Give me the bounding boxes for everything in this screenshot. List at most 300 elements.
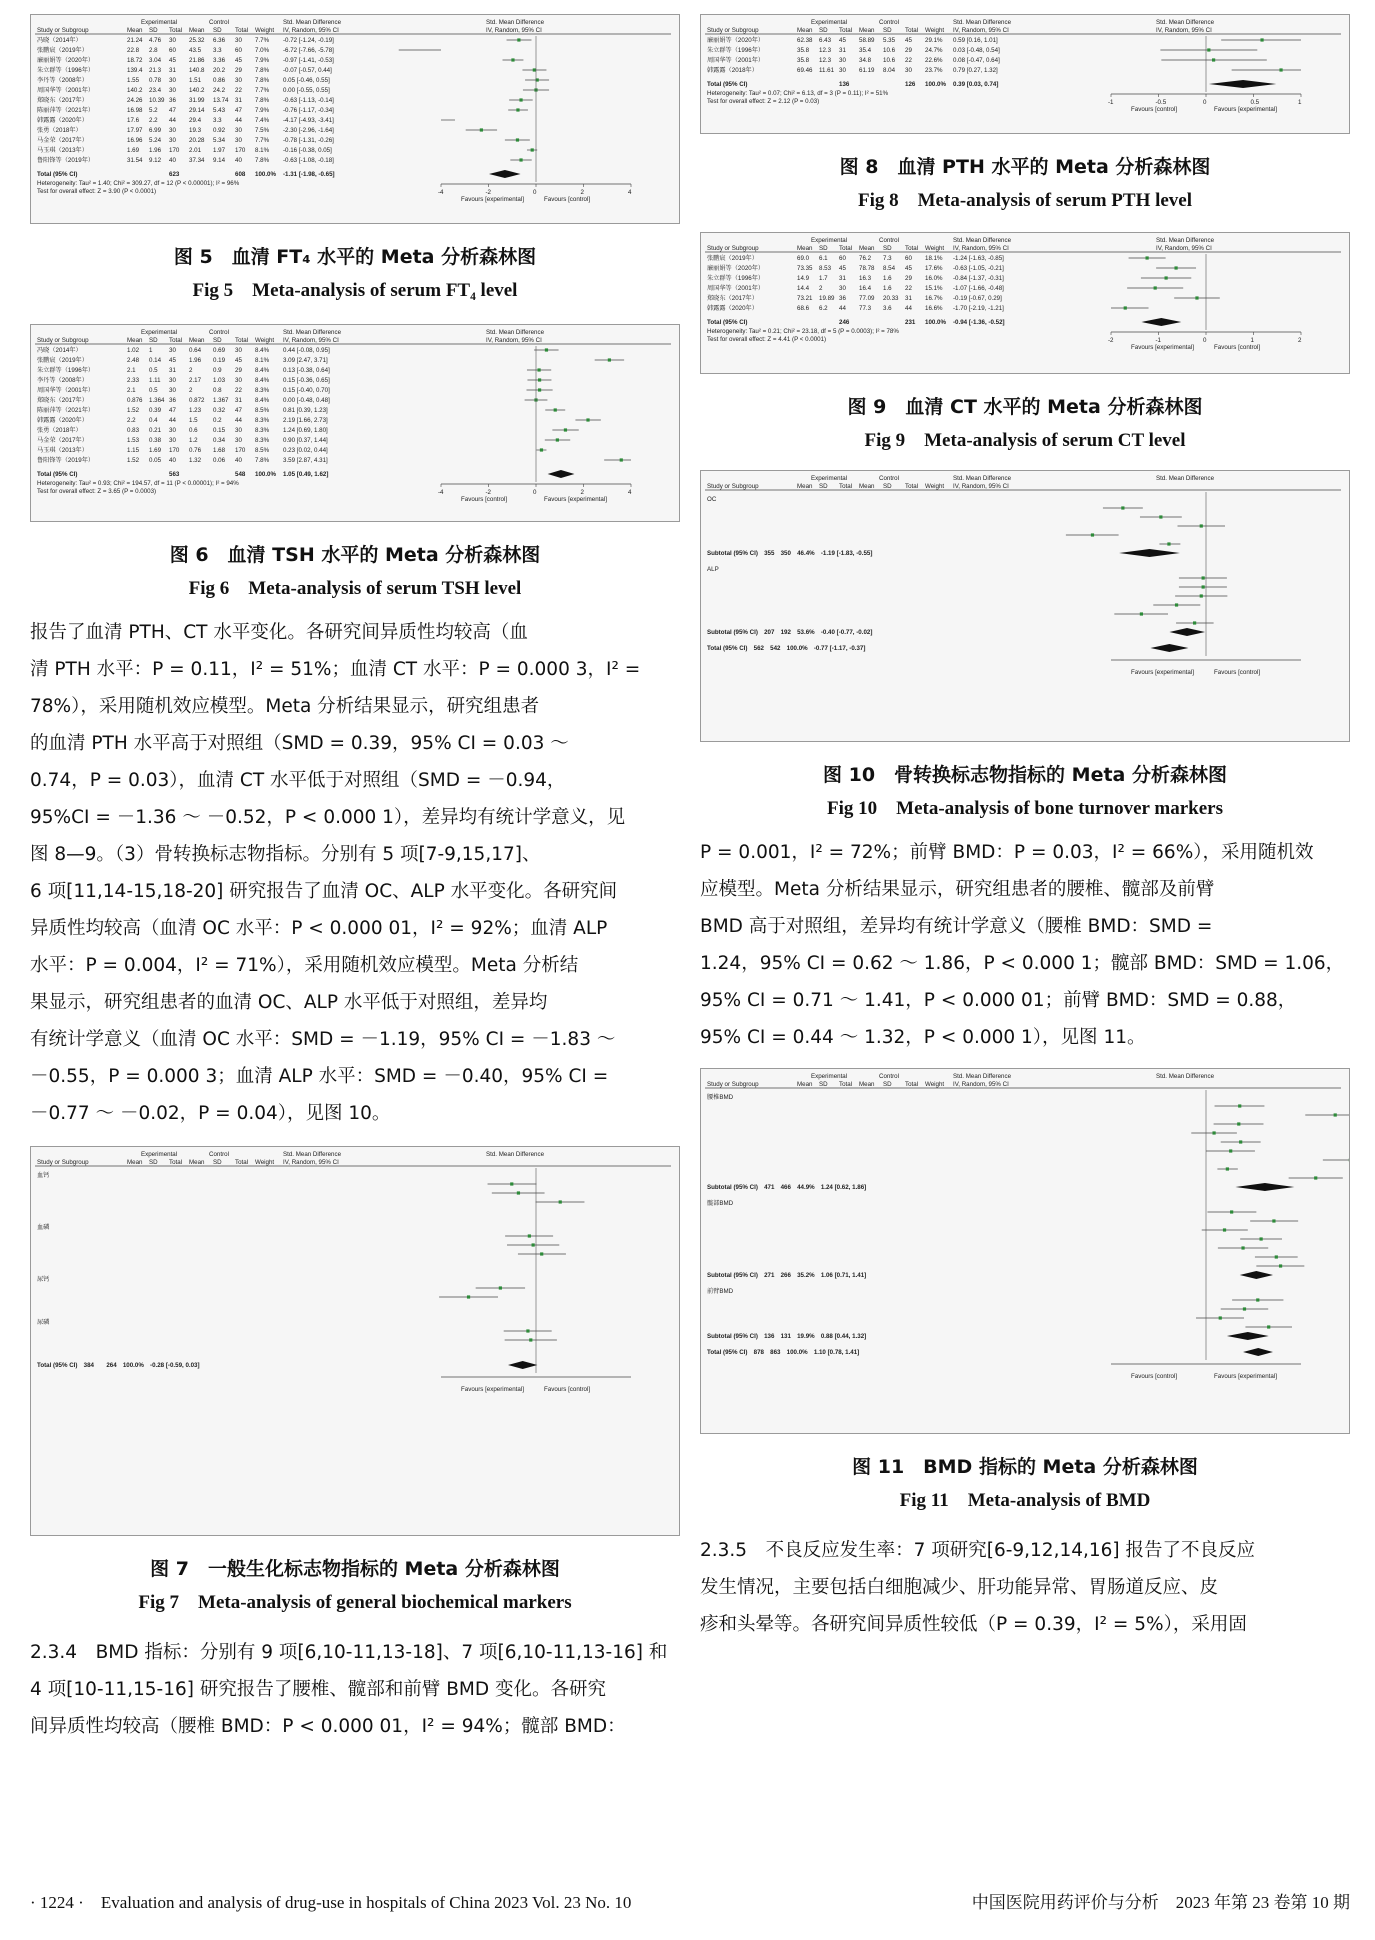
header-col: Total (235, 1159, 249, 1166)
table-cell: 14.9 (797, 275, 810, 282)
header-col: Mean (859, 483, 875, 490)
table-cell: 1.96 (189, 357, 202, 364)
favours-left: Favours [experimental] (461, 196, 524, 203)
table-cell: 廉丽娟等（2020年） (707, 265, 765, 272)
table-cell: 冯晓（2014年） (37, 37, 82, 44)
header-col: SD (883, 27, 892, 34)
header-col: IV, Random, 95% CI (1156, 27, 1212, 34)
point-estimate (1226, 1167, 1229, 1170)
table-cell: 7.0% (255, 47, 270, 54)
total-cell: 100.0% (255, 171, 276, 178)
point-estimate (538, 388, 541, 391)
table-cell: 1.02 (127, 347, 140, 354)
table-cell: 77.3 (859, 305, 872, 312)
table-cell: 30 (169, 127, 176, 134)
header-col: Total (169, 27, 183, 34)
table-cell: 37.34 (189, 157, 205, 164)
table-cell: 7.8% (255, 157, 270, 164)
table-cell: 30 (169, 387, 176, 394)
table-cell: 30 (169, 87, 176, 94)
table-cell: 31.99 (189, 97, 205, 104)
header-smd: Std. Mean Difference (283, 329, 342, 336)
text-line: 2.3.5 不良反应发生率：7 项研究[6-9,12,14,16] 报告了不良反应 (700, 1540, 1256, 1561)
table-cell: 1.15 (127, 447, 140, 454)
table-cell: 0.6 (189, 427, 198, 434)
table-cell: 1 (149, 347, 153, 354)
total-text: Total (95% CI) 562 542 100.0% -0.77 [-1.17, -0.37] (707, 645, 866, 652)
favours-right: Favours [experimental] (1214, 1373, 1277, 1380)
table-cell: 马玉琪（2013年） (37, 147, 88, 154)
point-estimate (1212, 58, 1215, 61)
table-cell: 78.78 (859, 265, 875, 272)
favours-left: Favours [experimental] (1131, 344, 1194, 351)
header-control: Control (209, 1151, 229, 1158)
point-estimate (480, 128, 483, 131)
table-cell: 21.3 (149, 67, 162, 74)
table-cell: 140.8 (189, 67, 205, 74)
header-col: Mean (797, 245, 813, 252)
table-cell: 韩露露（2020年） (707, 305, 758, 312)
table-cell: 0.78 (149, 77, 162, 84)
header-col: SD (819, 1081, 828, 1088)
table-cell: 1.23 (189, 407, 202, 414)
table-cell: 31 (235, 97, 242, 104)
table-cell: 1.03 (213, 377, 226, 384)
pooled-diamond (1209, 80, 1276, 88)
table-cell: 7.7% (255, 137, 270, 144)
table-cell: 0.03 [-0.48, 0.54] (953, 47, 1000, 54)
fig11-caption-zh: 图 11 BMD 指标的 Meta 分析森林图 (852, 1456, 1198, 1478)
table-cell: -0.76 [-1.17, -0.34] (283, 107, 334, 114)
text-line: 果显示，研究组患者的血清 OC、ALP 水平低于对照组，差异均 (30, 992, 548, 1013)
header-col: IV, Random, 95% CI (283, 337, 339, 344)
table-cell: 周国华等（2001年） (707, 57, 765, 64)
header-col: Mean (127, 1159, 143, 1166)
header-col: SD (149, 27, 158, 34)
text-line: 78%），采用随机效应模型。Meta 分析结果显示，研究组患者 (30, 696, 540, 717)
header-col: SD (149, 1159, 158, 1166)
table-cell: 0.59 [0.16, 1.01] (953, 37, 998, 44)
forest-plot-fig11-svg (701, 1069, 1349, 1433)
table-cell: -1.24 [-1.63, -0.85] (953, 255, 1004, 262)
header-col: Total (905, 483, 919, 490)
header-col: Study or Subgroup (707, 1081, 759, 1088)
table-cell: 170 (235, 147, 246, 154)
header-col: Total (905, 245, 919, 252)
table-cell: 22 (235, 387, 242, 394)
table-cell: 张勇（2018年） (37, 127, 82, 134)
table-cell: 8.3% (255, 387, 270, 394)
table-cell: 31 (169, 367, 176, 374)
subgroup-label: 髋部BMD (707, 1200, 734, 1207)
favours-left: Favours [control] (461, 496, 508, 503)
right-bottom-paragraph (700, 1532, 1350, 1643)
subgroup-label: 尿磷 (37, 1319, 50, 1326)
header-experimental: Experimental (811, 1073, 848, 1080)
table-cell: 170 (235, 447, 246, 454)
table-cell: 20.2 (213, 67, 226, 74)
header-col: Weight (925, 483, 945, 490)
header-col: Total (169, 1159, 183, 1166)
table-cell: 22 (905, 285, 912, 292)
table-cell: 0.21 (149, 427, 162, 434)
x-tick-label: 1 (1250, 337, 1254, 344)
subtotal-diamond (1119, 549, 1180, 557)
table-cell: 0.76 (189, 447, 202, 454)
table-cell: 30 (235, 347, 242, 354)
header-col: Mean (797, 27, 813, 34)
text-line: P = 0.001，I² = 72%；前臂 BMD：P = 0.03，I² = 66%），采用随机效 (700, 842, 1314, 863)
table-cell: 68.6 (797, 305, 810, 312)
header-col: SD (819, 245, 828, 252)
footer-right: 中国医院用药评价与分析 2023 年第 23 卷第 10 期 (971, 1893, 1350, 1912)
x-tick-label: 0.5 (1250, 99, 1260, 106)
point-estimate (1193, 621, 1196, 624)
table-cell: 8.1% (255, 357, 270, 364)
table-cell: 2.01 (189, 147, 202, 154)
table-cell: 36 (169, 397, 176, 404)
fig8-caption-en: Fig 8 Meta-analysis of serum PTH level (857, 190, 1193, 211)
header-col: IV, Random, 95% CI (953, 483, 1009, 490)
favours-left: Favours [control] (1131, 1373, 1178, 1380)
header-col: Total (839, 27, 853, 34)
header-col: Mean (859, 245, 875, 252)
x-tick-label: 2 (580, 189, 584, 196)
header-smd: Std. Mean Difference (953, 475, 1012, 482)
table-cell: -0.78 [-1.31, -0.26] (283, 137, 334, 144)
header-smd: Std. Mean Difference (953, 19, 1012, 26)
table-cell: 1.96 (149, 147, 162, 154)
header-control: Control (879, 1073, 899, 1080)
header-col: Study or Subgroup (37, 337, 89, 344)
table-cell: 1.51 (189, 77, 202, 84)
x-tick-label: 4 (628, 489, 632, 496)
table-cell: 1.52 (127, 407, 140, 414)
point-estimate (1195, 296, 1198, 299)
table-cell: 0.34 (213, 437, 226, 444)
text-line: 2.3.4 BMD 指标：分别有 9 项[6,10-11,13-18]、7 项[6,10-11,13-16] 和 (30, 1642, 668, 1663)
table-cell: 30 (169, 37, 176, 44)
x-tick-label: -1 (1108, 99, 1114, 106)
fig6-caption-zh: 图 6 血清 TSH 水平的 Meta 分析森林图 (169, 544, 541, 566)
table-cell: 11.61 (819, 67, 835, 74)
header-col: Mean (127, 337, 143, 344)
table-cell: 60 (839, 255, 846, 262)
table-cell: -4.17 [-4.93, -3.41] (283, 117, 334, 124)
table-cell: 2.33 (127, 377, 140, 384)
table-cell: 17.97 (127, 127, 143, 134)
table-cell: -1.70 [-2.19, -1.21] (953, 305, 1004, 312)
table-cell: 17.6 (127, 117, 140, 124)
fig9-caption-zh: 图 9 血清 CT 水平的 Meta 分析森林图 (847, 396, 1203, 418)
total-cell: Total (95% CI) (707, 319, 748, 326)
table-cell: 35.4 (859, 47, 872, 54)
fig6-caption-en: Fig 6 Meta-analysis of serum TSH level (188, 578, 522, 599)
text-line: 应模型。Meta 分析结果显示，研究组患者的腰椎、髋部及前臂 (700, 879, 1215, 900)
table-cell: 0.876 (127, 397, 143, 404)
point-estimate (1237, 1122, 1240, 1125)
table-cell: 140.2 (127, 87, 143, 94)
table-cell: 31 (235, 397, 242, 404)
table-cell: 7.9% (255, 107, 270, 114)
table-cell: 16.7% (925, 295, 943, 302)
point-estimate (1260, 38, 1263, 41)
header-smd: Std. Mean Difference (283, 19, 342, 26)
point-estimate (499, 1286, 502, 1289)
table-cell: 44 (169, 117, 176, 124)
header-col: Study or Subgroup (707, 245, 759, 252)
header-smd-plot: Std. Mean Difference (486, 329, 545, 336)
table-cell: 2.1 (127, 387, 136, 394)
point-estimate (1275, 1255, 1278, 1258)
table-cell: 36 (839, 295, 846, 302)
header-experimental: Experimental (811, 475, 848, 482)
total-cell: Total (95% CI) (707, 81, 748, 88)
table-cell: 30 (169, 137, 176, 144)
table-cell: -0.84 [-1.37, -0.31] (953, 275, 1004, 282)
header-col: SD (883, 245, 892, 252)
fig7-caption-zh: 图 7 一般生化标志物指标的 Meta 分析森林图 (150, 1558, 560, 1580)
point-estimate (1230, 1210, 1233, 1213)
total-cell: Total (95% CI) (37, 171, 78, 178)
table-cell: 0.39 (149, 407, 162, 414)
pooled-diamond (1141, 318, 1181, 326)
heterogeneity-text: Heterogeneity: Tau² = 0.93; Chi² = 194.57, df = 11 (P < 0.00001); I² = 94% (37, 480, 239, 487)
header-col: SD (213, 337, 222, 344)
table-cell: 25.32 (189, 37, 205, 44)
table-cell: 45 (169, 357, 176, 364)
table-cell: 廉丽娟等（2020年） (707, 37, 765, 44)
table-cell: 22.6% (925, 57, 943, 64)
table-cell: 19.89 (819, 295, 835, 302)
text-line: 95% CI = 0.44 ～ 1.32，P < 0.000 1），见图 11。 (700, 1027, 1146, 1048)
table-cell: 2 (189, 387, 193, 394)
table-cell: 21.86 (189, 57, 205, 64)
total-text: Total (95% CI) 384 264 100.0% -0.28 [-0.59, 0.03] (37, 1362, 200, 1369)
total-cell: -0.94 [-1.36, -0.52] (953, 319, 1005, 326)
table-cell: 1.6 (883, 285, 892, 292)
table-cell: 陈丽萍等（2021年） (37, 407, 95, 414)
subgroup-label: 血磷 (37, 1224, 50, 1231)
point-estimate (1207, 48, 1210, 51)
table-cell: 30 (169, 77, 176, 84)
header-col: SD (819, 27, 828, 34)
table-cell: 170 (169, 447, 180, 454)
x-tick-label: 0 (1203, 337, 1207, 344)
table-cell: 周国华等（2001年） (37, 87, 95, 94)
point-estimate (1200, 594, 1203, 597)
table-cell: 44 (905, 305, 912, 312)
table-cell: 31 (169, 67, 176, 74)
header-col: IV, Random, 95% CI (283, 1159, 339, 1166)
table-cell: 30 (235, 437, 242, 444)
heterogeneity-text: Heterogeneity: Tau² = 0.07; Chi² = 6.13, df = 3 (P = 0.11); I² = 51% (707, 90, 889, 97)
point-estimate (529, 1338, 532, 1341)
point-estimate (467, 1295, 470, 1298)
table-cell: 韩露露（2018年） (707, 67, 758, 74)
table-cell: 29 (235, 67, 242, 74)
header-col: Total (839, 245, 853, 252)
favours-right: Favours [control] (544, 196, 591, 203)
table-cell: 2 (189, 367, 193, 374)
table-cell: 2.8 (149, 47, 158, 54)
table-cell: -0.97 [-1.41, -0.53] (283, 57, 334, 64)
total-cell: 246 (839, 319, 850, 326)
text-line: 图 8—9。（3）骨转换标志物指标。分别有 5 项[7-9,15,17]、 (30, 844, 541, 865)
point-estimate (1239, 1140, 1242, 1143)
left-paragraph (30, 614, 680, 1132)
table-cell: 1.364 (149, 397, 165, 404)
point-estimate (532, 1243, 535, 1246)
table-cell: 44 (235, 117, 242, 124)
header-experimental: Experimental (141, 1151, 178, 1158)
table-cell: 1.6 (883, 275, 892, 282)
table-cell: -0.63 [-1.13, -0.14] (283, 97, 334, 104)
table-cell: 20.28 (189, 137, 205, 144)
text-line: 疹和头晕等。各研究间异质性较低（P = 0.39，I² = 5%），采用固 (700, 1614, 1247, 1635)
total-cell: 100.0% (925, 319, 946, 326)
favours-right: Favours [control] (544, 1386, 591, 1393)
table-cell: 16.6% (925, 305, 943, 312)
forest-plot-fig9-svg (701, 233, 1349, 373)
point-estimate (559, 1200, 562, 1203)
subtotal-text: Subtotal (95% CI) 136 131 19.9% 0.88 [0.44, 1.32] (707, 1333, 867, 1340)
table-cell: -0.19 [-0.67, 0.29] (953, 295, 1002, 302)
total-cell: 563 (169, 471, 180, 478)
footer-left: · 1224 · Evaluation and analysis of drug-use in hospitals of China 2023 Vol. 23 No. 10 (30, 1893, 632, 1912)
point-estimate (1124, 306, 1127, 309)
point-estimate (1202, 585, 1205, 588)
table-cell: 19.3 (189, 127, 202, 134)
point-estimate (517, 1191, 520, 1194)
point-estimate (1212, 1131, 1215, 1134)
table-cell: 0.872 (189, 397, 205, 404)
table-cell: 35.8 (797, 47, 810, 54)
total-cell: 100.0% (925, 81, 946, 88)
table-cell: 8.4% (255, 367, 270, 374)
pooled-diamond (1243, 1348, 1273, 1356)
table-cell: 24.7% (925, 47, 943, 54)
table-cell: 周国华等（2001年） (707, 285, 765, 292)
table-cell: 3.59 [2.87, 4.31] (283, 457, 328, 464)
header-smd-plot: Std. Mean Difference (486, 1151, 545, 1158)
table-cell: 郑晓东（2017年） (37, 97, 88, 104)
table-cell: 29 (905, 275, 912, 282)
table-cell: 1.69 (127, 147, 140, 154)
x-tick-label: -4 (438, 189, 444, 196)
text-line: BMD 高于对照组，差异均有统计学意义（腰椎 BMD：SMD = (700, 916, 1213, 937)
table-cell: 9.12 (149, 157, 162, 164)
table-cell: 30 (169, 347, 176, 354)
forest-plot-fig6 (30, 324, 680, 522)
table-cell: 朱立群等（1996年） (707, 47, 765, 54)
header-col: IV, Random, 95% CI (486, 337, 542, 344)
table-cell: 1.2 (189, 437, 198, 444)
favours-right: Favours [control] (1214, 344, 1261, 351)
table-cell: 8.5% (255, 447, 270, 454)
header-col: Weight (255, 27, 275, 34)
table-cell: 30 (839, 285, 846, 292)
point-estimate (1175, 603, 1178, 606)
table-cell: 5.34 (213, 137, 226, 144)
table-cell: 47 (169, 407, 176, 414)
forest-plot-fig5 (30, 14, 680, 224)
table-cell: 20.33 (883, 295, 899, 302)
header-smd-plot: Std. Mean Difference (486, 19, 545, 26)
table-cell: 30 (235, 427, 242, 434)
point-estimate (1238, 1104, 1241, 1107)
table-cell: 0.86 (213, 77, 226, 84)
header-col: Total (169, 337, 183, 344)
table-cell: 16.98 (127, 107, 143, 114)
header-smd-plot: Std. Mean Difference (1156, 1073, 1215, 1080)
table-cell: 16.0% (925, 275, 943, 282)
table-cell: 23.4 (149, 87, 162, 94)
text-line: 95%CI = －1.36 ～ －0.52，P < 0.000 1），差异均有统计学意义，见 (30, 807, 626, 828)
table-cell: 0.19 (213, 357, 226, 364)
point-estimate (1121, 506, 1124, 509)
table-cell: 4.76 (149, 37, 162, 44)
table-cell: 0.15 [-0.36, 0.65] (283, 377, 330, 384)
point-estimate (1174, 266, 1177, 269)
forest-plot-fig8 (700, 14, 1350, 134)
table-cell: 7.8% (255, 97, 270, 104)
table-cell: 16.4 (859, 285, 872, 292)
table-cell: 朱立群等（1996年） (37, 67, 95, 74)
table-cell: 30 (235, 127, 242, 134)
table-cell: 22 (905, 57, 912, 64)
table-cell: 29.14 (189, 107, 205, 114)
point-estimate (1229, 1149, 1232, 1152)
header-col: SD (149, 337, 158, 344)
total-cell: Total (95% CI) (37, 471, 78, 478)
total-cell: 1.05 [0.49, 1.62] (283, 471, 329, 478)
table-cell: 30 (169, 427, 176, 434)
table-cell: 0.81 [0.39, 1.23] (283, 407, 328, 414)
x-tick-label: -2 (485, 489, 492, 496)
table-cell: 29 (235, 367, 242, 374)
heterogeneity-text: Heterogeneity: Tau² = 0.21; Chi² = 23.18, df = 5 (P = 0.0003); I² = 78% (707, 328, 899, 335)
point-estimate (510, 1182, 513, 1185)
point-estimate (620, 458, 623, 461)
point-estimate (1200, 524, 1203, 527)
x-tick-label: 2 (1298, 337, 1302, 344)
point-estimate (516, 138, 519, 141)
table-cell: 张勇（2018年） (37, 427, 82, 434)
forest-plot-fig10-svg (701, 471, 1349, 741)
subtotal-diamond (1240, 1271, 1273, 1279)
table-cell: 3.6 (883, 305, 892, 312)
point-estimate (540, 448, 543, 451)
header-col: Mean (127, 27, 143, 34)
header-col: SD (213, 27, 222, 34)
table-cell: 45 (905, 265, 912, 272)
table-cell: 8.3% (255, 427, 270, 434)
table-cell: 44 (169, 417, 176, 424)
table-cell: 0.8 (213, 387, 222, 394)
table-cell: 7.3 (883, 255, 892, 262)
table-cell: 2 (819, 285, 823, 292)
table-cell: -0.63 [-1.05, -0.21] (953, 265, 1004, 272)
table-cell: 0.79 [0.27, 1.32] (953, 67, 998, 74)
subtotal-diamond (1169, 628, 1205, 636)
table-cell: 15.1% (925, 285, 943, 292)
table-cell: 周国华等（2001年） (37, 387, 95, 394)
table-cell: 45 (235, 357, 242, 364)
subgroup-label: 血钙 (37, 1172, 50, 1179)
fig7-caption-en: Fig 7 Meta-analysis of general biochemical markers (138, 1592, 572, 1613)
total-cell: 231 (905, 319, 916, 326)
